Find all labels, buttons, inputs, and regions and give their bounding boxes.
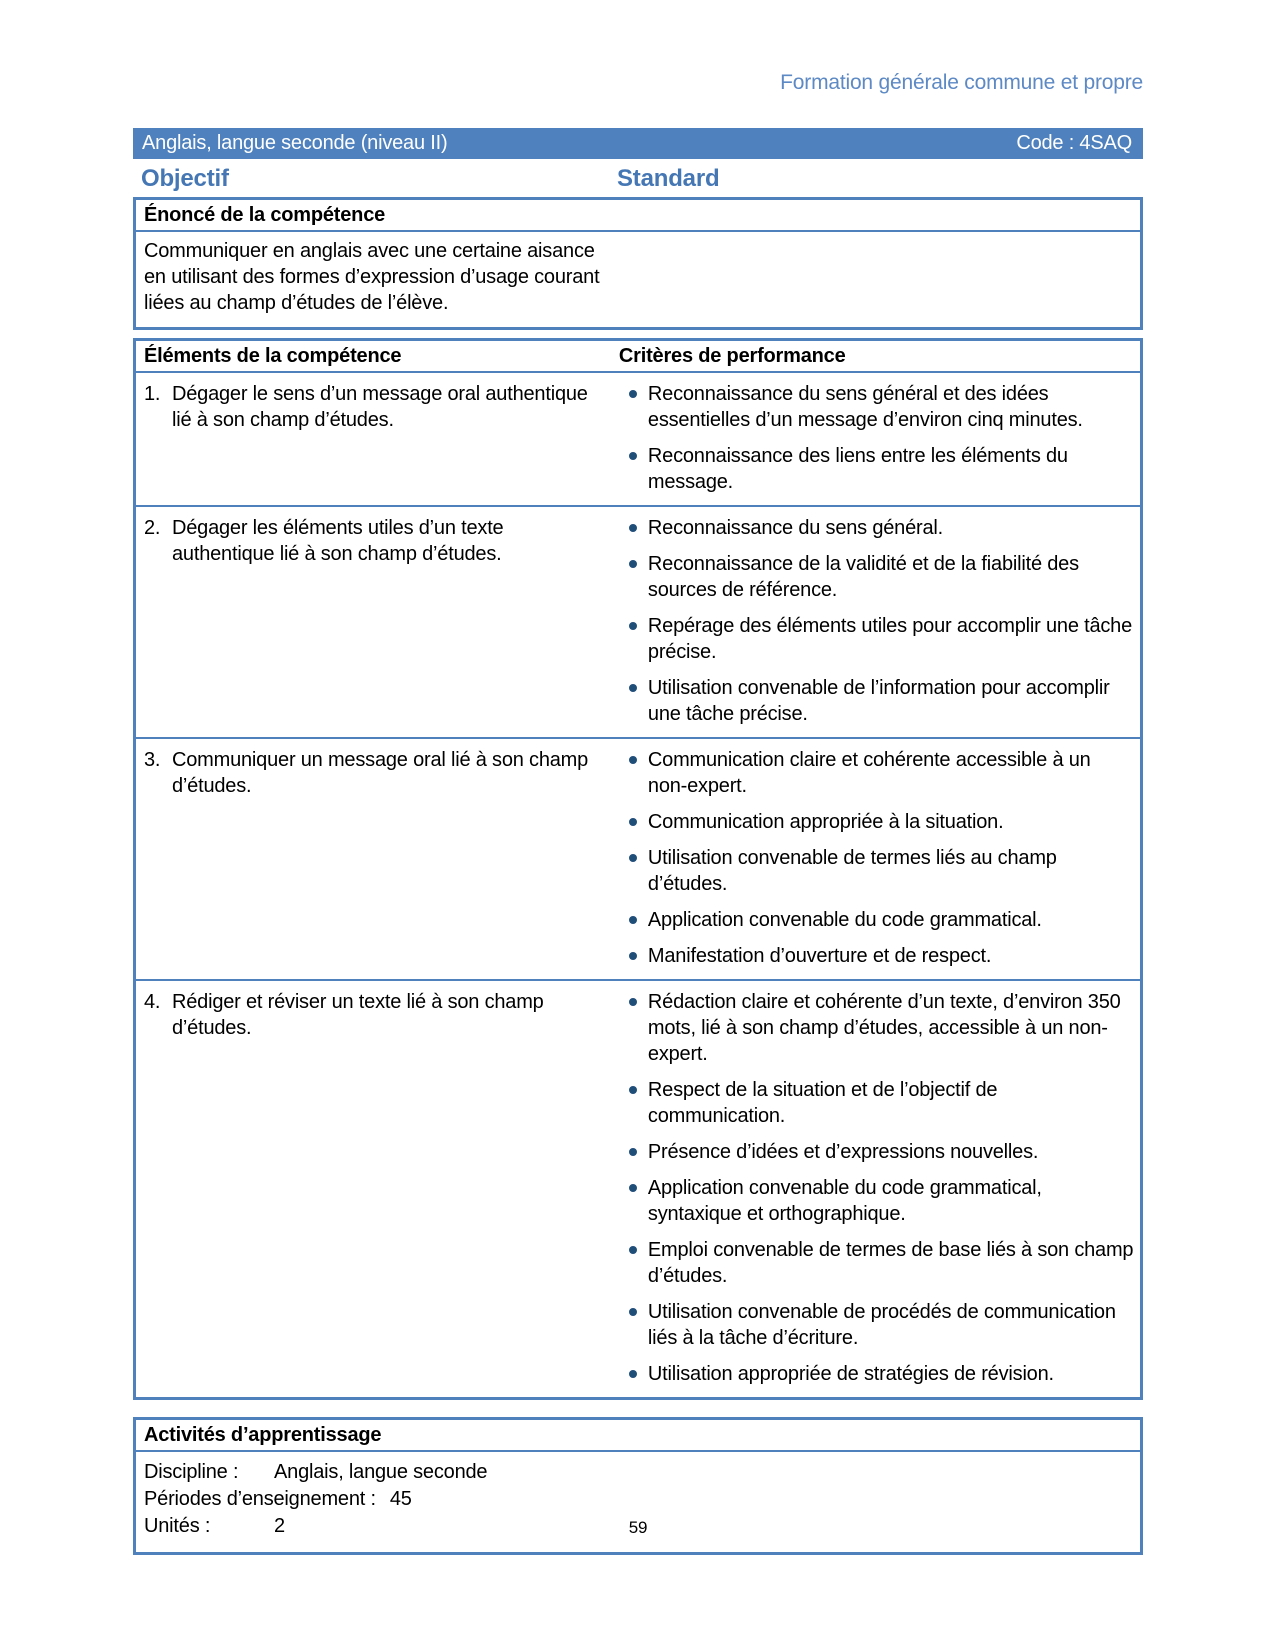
- criterion-text: Communication appropriée à la situation.: [647, 811, 1004, 833]
- criterion-text: Présence d’idées et d’expressions nouvelles.: [647, 1141, 1039, 1163]
- element-item: [144, 515, 605, 567]
- bullet-icon: [629, 1308, 637, 1316]
- criterion-item: [617, 613, 1134, 665]
- bullet-icon: [629, 1246, 637, 1254]
- enonce-header: Énoncé de la compétence: [136, 200, 1140, 232]
- criterion-item: [617, 1139, 1134, 1165]
- criteria-cell: [617, 507, 1140, 737]
- unites-label: Unités :: [144, 1515, 211, 1537]
- bullet-icon: [629, 1148, 637, 1156]
- competence-row: [136, 739, 1140, 981]
- element-item: [144, 381, 605, 433]
- criterion-text: Reconnaissance du sens général et des idées essentielles d’un message d’environ cinq minutes.: [647, 383, 1083, 431]
- competence-table: [133, 338, 1143, 1400]
- enonce-line: en utilisant des formes d’expression d’usage courant: [144, 266, 600, 288]
- periodes-value: 45: [389, 1488, 412, 1510]
- element-cell: [136, 373, 617, 505]
- bullet-icon: [629, 524, 637, 532]
- bullet-icon: [629, 560, 637, 568]
- criterion-item: [617, 1299, 1134, 1351]
- criterion-text: Communication claire et cohérente accessible à un non-expert.: [647, 749, 1091, 797]
- course-banner: [133, 128, 1143, 159]
- bullet-icon: [629, 818, 637, 826]
- criterion-item: [617, 551, 1134, 603]
- enonce-line: liées au champ d’études de l’élève.: [144, 292, 449, 314]
- activites-row: [144, 1459, 1132, 1486]
- enonce-table: [133, 197, 1143, 330]
- element-number: 2.: [144, 517, 161, 539]
- criterion-text: Repérage des éléments utiles pour accomplir une tâche précise.: [647, 615, 1133, 663]
- criterion-text: Reconnaissance du sens général.: [647, 517, 944, 539]
- criterion-item: [617, 747, 1134, 799]
- element-cell: [136, 739, 617, 979]
- bullet-icon: [629, 854, 637, 862]
- periodes-label: Périodes d’enseignement :: [144, 1488, 376, 1510]
- bullet-icon: [629, 998, 637, 1006]
- bullet-icon: [629, 1370, 637, 1378]
- element-number: 3.: [144, 749, 161, 771]
- element-text: Communiquer un message oral lié à son champ d’études.: [172, 749, 589, 797]
- page-number: 59: [628, 1518, 648, 1537]
- bullet-icon: [629, 684, 637, 692]
- criterion-text: Utilisation convenable de termes liés au champ d’études.: [647, 847, 1057, 895]
- criterion-item: [617, 943, 1134, 969]
- enonce-body: [136, 232, 1140, 327]
- criterion-text: Reconnaissance de la validité et de la fiabilité des sources de référence.: [647, 553, 1079, 601]
- enonce-line: Communiquer en anglais avec une certaine aisance: [144, 240, 595, 262]
- elements-header: Éléments de la compétence: [144, 345, 402, 367]
- element-text: Dégager les éléments utiles d’un texte authentique lié à son champ d’études.: [172, 517, 504, 565]
- bullet-icon: [629, 756, 637, 764]
- header-title: Formation générale commune et propre: [780, 71, 1143, 94]
- element-text: Rédiger et réviser un texte lié à son champ d’études.: [172, 991, 544, 1039]
- criterion-text: Respect de la situation et de l’objectif de communication.: [647, 1079, 998, 1127]
- criterion-item: [617, 443, 1134, 495]
- criterion-item: [617, 1361, 1134, 1387]
- element-item: [144, 747, 605, 799]
- document-header: [133, 70, 1143, 96]
- unites-value: 2: [274, 1515, 285, 1537]
- criterion-text: Manifestation d’ouverture et de respect.: [647, 945, 992, 967]
- criterion-item: [617, 845, 1134, 897]
- criterion-text: Reconnaissance des liens entre les éléments du message.: [647, 445, 1068, 493]
- criterion-item: [617, 809, 1134, 835]
- criterion-text: Utilisation convenable de procédés de communication liés à la tâche d’écriture.: [647, 1301, 1116, 1349]
- criterion-item: [617, 1077, 1134, 1129]
- criterion-item: [617, 381, 1134, 433]
- objectif-heading: Objectif: [141, 165, 229, 192]
- criterion-text: Application convenable du code grammatical, syntaxique et orthographique.: [647, 1177, 1042, 1225]
- criterion-text: Rédaction claire et cohérente d’un texte, d’environ 350 mots, lié à son champ d’études, accessible à un non-expert.: [647, 991, 1121, 1065]
- column-headings: [133, 162, 1143, 195]
- criterion-text: Emploi convenable de termes de base liés à son champ d’études.: [647, 1239, 1134, 1287]
- criteria-cell: [617, 373, 1140, 505]
- element-number: 4.: [144, 991, 161, 1013]
- criterion-item: [617, 675, 1134, 727]
- bullet-icon: [629, 1086, 637, 1094]
- bullet-icon: [629, 952, 637, 960]
- criteres-header: Critères de performance: [618, 345, 846, 367]
- discipline-label: Discipline :: [144, 1461, 239, 1483]
- bullet-icon: [629, 622, 637, 630]
- competence-table-header: [136, 341, 1140, 373]
- content-area: [133, 0, 1143, 1555]
- element-cell: [136, 507, 617, 737]
- element-number: 1.: [144, 383, 161, 405]
- criterion-item: [617, 989, 1134, 1067]
- course-code: Code : 4SAQ: [1016, 132, 1132, 154]
- discipline-value: Anglais, langue seconde: [274, 1461, 488, 1483]
- criterion-item: [617, 907, 1134, 933]
- criteria-cell: [617, 739, 1140, 979]
- element-cell: [136, 981, 617, 1397]
- bullet-icon: [629, 452, 637, 460]
- competence-row: [136, 507, 1140, 739]
- bullet-icon: [629, 1184, 637, 1192]
- activites-header: Activités d’apprentissage: [136, 1420, 1140, 1452]
- criterion-text: Utilisation convenable de l’information pour accomplir une tâche précise.: [647, 677, 1110, 725]
- activites-row: [144, 1486, 1132, 1513]
- criteria-cell: [617, 981, 1140, 1397]
- criterion-item: [617, 1175, 1134, 1227]
- criterion-text: Utilisation appropriée de stratégies de révision.: [647, 1363, 1054, 1385]
- element-text: Dégager le sens d’un message oral authentique lié à son champ d’études.: [172, 383, 588, 431]
- criterion-item: [617, 515, 1134, 541]
- bullet-icon: [629, 916, 637, 924]
- bullet-icon: [629, 390, 637, 398]
- criterion-text: Application convenable du code grammatical.: [647, 909, 1042, 931]
- course-name: Anglais, langue seconde (niveau II): [142, 132, 448, 154]
- element-item: [144, 989, 605, 1041]
- competence-row: [136, 981, 1140, 1397]
- competence-row: [136, 373, 1140, 507]
- standard-heading: Standard: [617, 165, 720, 192]
- criterion-item: [617, 1237, 1134, 1289]
